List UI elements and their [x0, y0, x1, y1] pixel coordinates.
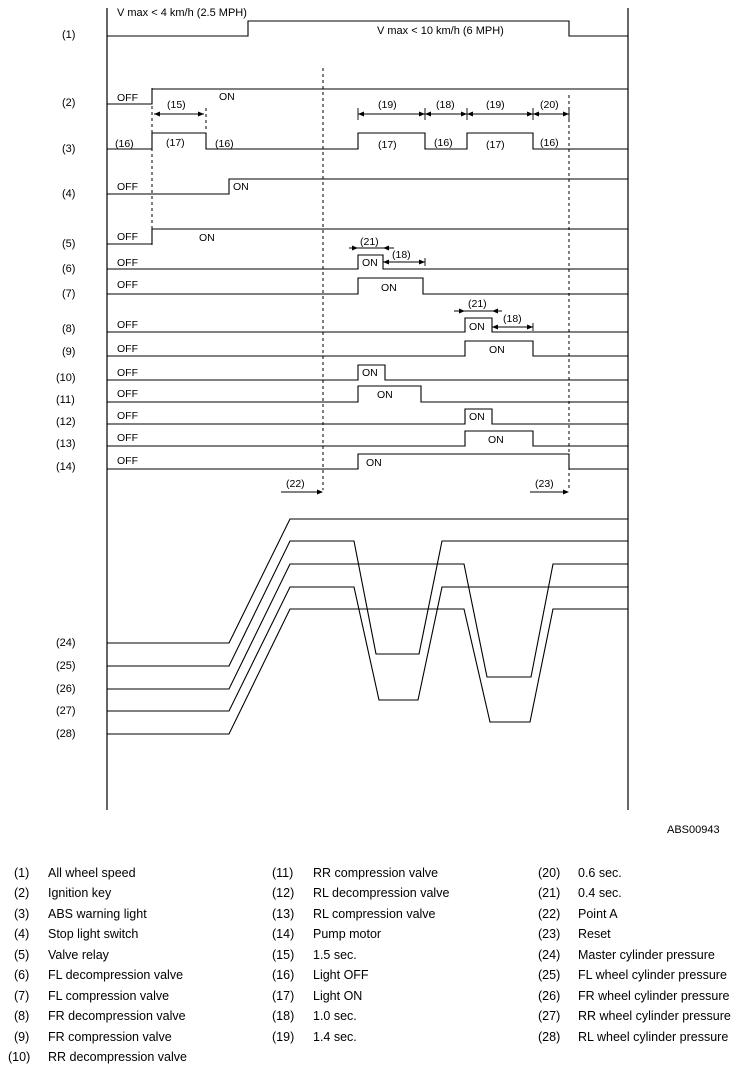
- pressure-id-26: (26): [56, 683, 76, 695]
- dimension-20-arrow-right: [563, 112, 569, 117]
- segment-21b-label: (21): [468, 298, 487, 310]
- row-id-10: (10): [56, 372, 76, 384]
- figure-code: ABS00943: [667, 824, 720, 836]
- speed-high-label: V max < 10 km/h (6 MPH): [377, 25, 504, 37]
- row-fr-compression-valve: [62, 341, 628, 358]
- pump-on-label: ON: [366, 457, 382, 469]
- row-id-13: (13): [56, 438, 76, 450]
- light-on-label-2: (17): [378, 139, 397, 151]
- row-id-6: (6): [62, 263, 76, 275]
- dimension-19a-arrow-right: [419, 112, 425, 117]
- speed-low-label: V max < 4 km/h (2.5 MPH): [117, 7, 247, 19]
- rl-comp-on-label: ON: [488, 434, 504, 446]
- pump-off-label: OFF: [117, 455, 138, 467]
- stop-light-off-label: OFF: [117, 181, 138, 193]
- dimension-19b-arrow-left: [467, 112, 473, 117]
- legend-10-text: RR decompression valve: [48, 1050, 187, 1064]
- row-valve-relay: [62, 229, 628, 250]
- legend-26-text: FR wheel cylinder pressure: [578, 989, 730, 1003]
- row-rl-decompression-valve: [56, 409, 628, 428]
- legend-24-text: Master cylinder pressure: [578, 948, 715, 962]
- dimension-21a-arrow-right: [383, 246, 389, 251]
- legend-1-num: (1): [14, 866, 30, 880]
- legend-20-num: (20): [538, 866, 561, 880]
- legend-4-text: Stop light switch: [48, 927, 139, 941]
- legend-2-text: Ignition key: [48, 886, 112, 900]
- legend-7-num: (7): [14, 989, 30, 1003]
- legend-9-num: (9): [14, 1030, 30, 1044]
- light-on-label-3: (17): [486, 139, 505, 151]
- light-on-label-1: (17): [166, 137, 185, 149]
- legend-column-1: [8, 866, 187, 1064]
- dimension-18b-arrow-right: [419, 260, 425, 265]
- fl-comp-off-label: OFF: [117, 279, 138, 291]
- pressure-curves: [56, 519, 628, 740]
- legend-8-text: FR decompression valve: [48, 1009, 186, 1023]
- legend-27-num: (27): [538, 1009, 561, 1023]
- row-id-7: (7): [62, 288, 76, 300]
- rr-comp-off-label: OFF: [117, 388, 138, 400]
- dimension-18a-arrow-left: [425, 112, 431, 117]
- legend-11-num: (11): [272, 866, 294, 880]
- legend-18-num: (18): [272, 1009, 295, 1023]
- curve-rl-wheel-cylinder-pressure: [107, 609, 628, 734]
- fr-decomp-off-label: OFF: [117, 319, 138, 331]
- legend-1-text: All wheel speed: [48, 866, 136, 880]
- rr-comp-on-label: ON: [377, 389, 393, 401]
- legend-27-text: RR wheel cylinder pressure: [578, 1009, 731, 1023]
- signal-rl-decompression-valve: [107, 409, 628, 424]
- fr-decomp-on-label: ON: [469, 321, 485, 333]
- legend-10-num: (10): [8, 1050, 31, 1064]
- segment-18b-label: (18): [392, 249, 411, 261]
- legend-13-text: RL compression valve: [313, 907, 436, 921]
- legend-8-num: (8): [14, 1009, 30, 1023]
- segment-15-label: (15): [167, 99, 186, 111]
- row-pump-motor: [56, 454, 628, 473]
- signal-fr-decompression-valve: [107, 318, 628, 332]
- legend-12-num: (12): [272, 886, 295, 900]
- signal-fl-compression-valve: [107, 278, 628, 294]
- legend-22-text: Point A: [578, 907, 618, 921]
- row-rl-compression-valve: [56, 431, 628, 450]
- legend-18-text: 1.0 sec.: [313, 1009, 357, 1023]
- legend-6-num: (6): [14, 968, 30, 982]
- row-id-5: (5): [62, 238, 76, 250]
- dimension-18b-arrow-left: [383, 260, 389, 265]
- dimension-19a-arrow-left: [358, 112, 364, 117]
- row-fl-decompression-valve: [62, 236, 628, 275]
- dimension-15-arrow-right: [198, 112, 204, 117]
- dimension-21b-arrow-right: [492, 309, 498, 314]
- legend-9-text: FR compression valve: [48, 1030, 172, 1044]
- light-off-label-1: (16): [115, 138, 134, 150]
- legend-23-text: Reset: [578, 927, 611, 941]
- row-id-9: (9): [62, 346, 76, 358]
- rr-decomp-on-label: ON: [362, 367, 378, 379]
- row-id-4: (4): [62, 188, 76, 200]
- legend-19-num: (19): [272, 1030, 295, 1044]
- fr-comp-on-label: ON: [489, 344, 505, 356]
- legend-5-num: (5): [14, 948, 30, 962]
- rl-decomp-on-label: ON: [469, 411, 485, 423]
- legend-6-text: FL decompression valve: [48, 968, 184, 982]
- legend-4-num: (4): [14, 927, 30, 941]
- legend-16-text: Light OFF: [313, 968, 369, 982]
- light-off-label-3: (16): [434, 137, 453, 149]
- dimension-21a-arrow-left: [352, 246, 358, 251]
- reset-arrowhead: [563, 490, 569, 495]
- light-off-label-2: (16): [215, 138, 234, 150]
- legend-24-num: (24): [538, 948, 561, 962]
- segment-19b-label: (19): [486, 99, 505, 111]
- legend-5-text: Valve relay: [48, 948, 109, 962]
- legend-28-text: RL wheel cylinder pressure: [578, 1030, 729, 1044]
- legend-14-num: (14): [272, 927, 295, 941]
- row-id-11: (11): [56, 394, 75, 406]
- dimension-21b-arrow-left: [459, 309, 465, 314]
- legend-12-text: RL decompression valve: [313, 886, 450, 900]
- row-all-wheel-speed: [62, 7, 628, 41]
- signal-rr-compression-valve: [107, 386, 628, 402]
- pressure-id-25: (25): [56, 660, 76, 672]
- ignition-off-label: OFF: [117, 92, 138, 104]
- legend-3-num: (3): [14, 907, 30, 921]
- fr-comp-off-label: OFF: [117, 343, 138, 355]
- dimension-19b-arrow-right: [527, 112, 533, 117]
- legend-2-num: (2): [14, 886, 30, 900]
- pressure-id-28: (28): [56, 728, 76, 740]
- curve-rr-wheel-cylinder-pressure: [107, 587, 628, 711]
- row-fr-decompression-valve: [62, 298, 628, 335]
- dimension-18c-arrow-left: [492, 325, 498, 330]
- rr-decomp-off-label: OFF: [117, 367, 138, 379]
- valve-relay-on-label: ON: [199, 232, 215, 244]
- point-markers: [281, 478, 569, 495]
- reset-label: (23): [535, 478, 554, 490]
- legend-26-num: (26): [538, 989, 561, 1003]
- row-id-8: (8): [62, 323, 76, 335]
- dimension-15-arrow-left: [154, 112, 160, 117]
- point-a-label: (22): [286, 478, 305, 490]
- legend-21-text: 0.4 sec.: [578, 886, 622, 900]
- legend-11-text: RR compression valve: [313, 866, 439, 880]
- signal-all-wheel-speed: [107, 21, 628, 36]
- legend-15-text: 1.5 sec.: [313, 948, 357, 962]
- light-off-label-4: (16): [540, 137, 559, 149]
- segment-21a-label: (21): [360, 236, 379, 248]
- fl-decomp-off-label: OFF: [117, 257, 138, 269]
- segment-20-label: (20): [540, 99, 559, 111]
- segment-18c-label: (18): [503, 313, 522, 325]
- ignition-on-label: ON: [219, 91, 235, 103]
- row-id-1: (1): [62, 29, 76, 41]
- dimension-18c-arrow-right: [527, 325, 533, 330]
- row-abs-warning-light: [62, 133, 628, 155]
- legend-28-num: (28): [538, 1030, 561, 1044]
- legend-17-num: (17): [272, 989, 295, 1003]
- row-stop-light-switch: [62, 179, 628, 200]
- legend-13-num: (13): [272, 907, 295, 921]
- point-a-arrowhead: [317, 490, 323, 495]
- legend-15-num: (15): [272, 948, 295, 962]
- legend: [8, 866, 731, 1064]
- row-ignition-key: [62, 89, 628, 120]
- row-rr-decompression-valve: [56, 365, 628, 384]
- legend-20-text: 0.6 sec.: [578, 866, 622, 880]
- row-rr-compression-valve: [56, 386, 628, 406]
- row-id-12: (12): [56, 416, 76, 428]
- legend-19-text: 1.4 sec.: [313, 1030, 357, 1044]
- legend-14-text: Pump motor: [313, 927, 382, 941]
- row-fl-compression-valve: [62, 278, 628, 300]
- legend-23-num: (23): [538, 927, 561, 941]
- segment-18a-label: (18): [436, 99, 455, 111]
- legend-16-num: (16): [272, 968, 295, 982]
- rl-decomp-off-label: OFF: [117, 410, 138, 422]
- legend-22-num: (22): [538, 907, 561, 921]
- valve-relay-off-label: OFF: [117, 231, 138, 243]
- dimension-18a-arrow-right: [461, 112, 467, 117]
- pressure-id-27: (27): [56, 705, 76, 717]
- rl-comp-off-label: OFF: [117, 432, 138, 444]
- row-id-2: (2): [62, 97, 76, 109]
- fl-comp-on-label: ON: [381, 282, 397, 294]
- legend-21-num: (21): [538, 886, 561, 900]
- legend-17-text: Light ON: [313, 989, 363, 1003]
- legend-25-num: (25): [538, 968, 561, 982]
- legend-column-3: [538, 866, 731, 1044]
- legend-7-text: FL compression valve: [48, 989, 170, 1003]
- fl-decomp-on-label: ON: [362, 257, 378, 269]
- signal-fr-compression-valve: [107, 341, 628, 356]
- legend-3-text: ABS warning light: [48, 907, 147, 921]
- legend-25-text: FL wheel cylinder pressure: [578, 968, 727, 982]
- row-id-3: (3): [62, 143, 76, 155]
- signal-stop-light-switch: [107, 179, 628, 194]
- signal-rl-compression-valve: [107, 431, 628, 446]
- dimension-20-arrow-left: [533, 112, 539, 117]
- legend-column-2: [272, 866, 449, 1044]
- pressure-id-24: (24): [56, 637, 76, 649]
- stop-light-on-label: ON: [233, 181, 249, 193]
- row-id-14: (14): [56, 461, 76, 473]
- segment-19a-label: (19): [378, 99, 397, 111]
